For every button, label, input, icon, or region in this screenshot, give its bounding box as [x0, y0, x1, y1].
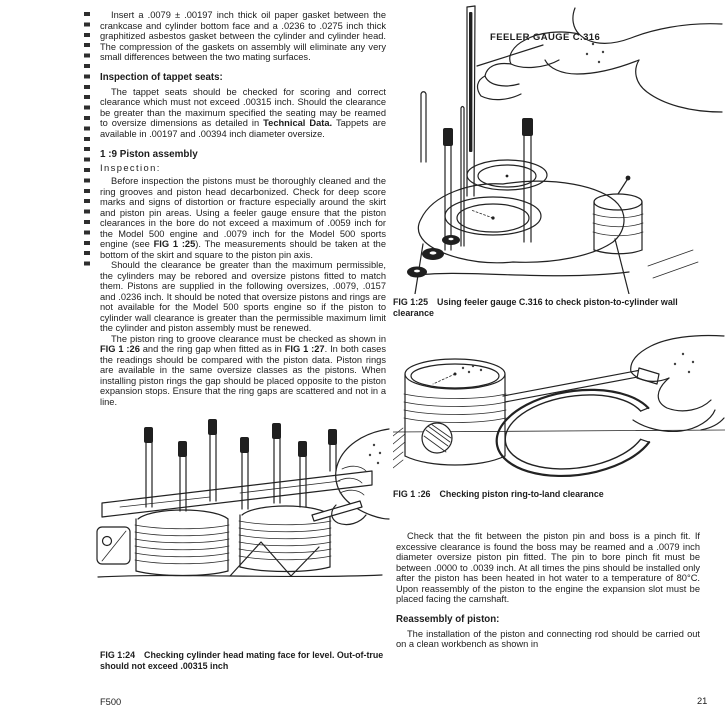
footer-doc-ref: F500 [100, 697, 122, 707]
piston [404, 359, 506, 465]
paragraph-pin-fit: Check that the fit between the piston pin and boss is a pinch fit. If excessive clearance is found the boss may be reamed and a .0079 inch diameter oversize piston pin fitted. The pin to bore pinch fit must be between .0000 to .0039 inch. At all times the pins should be installed only after the piston has been heated in hot water to a temperature of 80°C. Upon reassembly of the piston to the engine the expansion slot must be placed facing the camshaft. [396, 531, 700, 604]
feeler-gauge [467, 6, 475, 196]
fig-1-26-caption [393, 489, 693, 500]
shadow-hatch [393, 428, 405, 468]
scan-artifact-marks [84, 12, 90, 266]
paragraph-gasket: Insert a .0079 ± .00197 inch thick oil paper gasket between the crankcase and cylinder bottom face and a .0236 to .0275 inch thick graphitized asbestos gasket between the cylinder and cylinder head. The compression of the gaskets on assembly will eliminate any very small differences between the two mating surfaces. [100, 10, 386, 62]
piston-ring [491, 381, 656, 484]
hand-holding-gauge [631, 335, 724, 431]
paragraph-reassembly: The installation of the piston and connecting rod should be carried out on a clean workbench as shown in [396, 628, 700, 649]
block-studs [421, 92, 533, 250]
fig-1-26-illustration [393, 332, 725, 484]
finned-cylinder-left [135, 510, 229, 576]
paragraph-oversizes: Should the clearance be greater than the maximum permissible, the cylinders may be rebored and oversize pistons fitted to match them. Pistons are supplied in the following oversizes, .0079, .0157 and .0236 inch. It should be noted that oversize pistons and rings are not available for the Model 500 sports engine so if the piston to cylinder wall clearance is greater than the permissible maximum limit the cylinder and piston assembly must be renewed. [100, 260, 386, 333]
paragraph-ring-clearance [100, 334, 386, 408]
paragraph-inspection [100, 176, 386, 260]
fig-1-24-caption [100, 650, 388, 672]
left-column [100, 10, 386, 581]
fig-1-26-label: FIG 1 :26 [393, 489, 431, 499]
inline-text: The piston ring to groove clearance must be checked as shown in [111, 333, 386, 344]
fig-1-26-text: Checking piston ring-to-land clearance [439, 489, 604, 499]
subheading-inspection: Inspection: [100, 162, 161, 173]
fig-1-24-illustration [90, 411, 390, 581]
inline-text: Tappets are available in .00197 and .00394 inch diameter oversize. [100, 118, 387, 139]
inline-text: Before inspection the pistons must be thoroughly cleaned and the ring grooves and piston head decarbonized. Check for deep score marks and signs of distortion or fracture especially around the skirt and piston pin areas. Using a feeler gauge ensure that the piston clearances in the bore do not exceed a maximum of .0059 inch for the Model 500 engine and .0079 inch for the Model 500 sports engine (see [100, 176, 386, 249]
inline-text: . In both cases the readings should be compared with the piston data. Piston rings are available in the same oversize classes as the pistons. When installing piston rings the gap should be placed opposite to the piston expansion stops. Ensure that the ring gaps are scattered and not in a line. [100, 344, 386, 407]
inline-bold-ref: FIG 1 :26 [100, 344, 140, 354]
page-number: 21 [697, 696, 708, 706]
ring-feeler-gauge [503, 368, 659, 402]
fig-1-25-text: Using feeler gauge C.316 to check piston-to-cylinder wall clearance [393, 297, 678, 318]
inline-text: ). The measurements should be taken at the bottom of the skirt and square to the piston pin axis. [100, 239, 386, 260]
side-accessory [593, 176, 643, 254]
right-column [396, 531, 700, 650]
hand-on-gauge [478, 8, 722, 112]
feeler-gauge-label: FEELER GAUGE C.316 [490, 32, 601, 43]
inline-text: The tappet seats should be checked for scoring and correct clearance which must not exceed .00315 inch. Should the clearance be greater than the maximum specified the seating may be reamed to oversize dimensions as detailed in [100, 86, 386, 128]
heading-reassembly: Reassembly of piston: [396, 613, 500, 625]
inline-bold-ref: FIG 1 :27 [284, 344, 325, 354]
crankcase [407, 235, 698, 294]
heading-piston-assembly: 1 :9 Piston assembly [100, 149, 198, 160]
paragraph-tappet-seats [100, 87, 386, 140]
fig-1-24-text: Checking cylinder head mating face for level. Out-of-true should not exceed .00315 inch [100, 650, 384, 671]
inline-bold-ref: FIG 1 :25 [153, 239, 196, 249]
heading-tappet-seats: Inspection of tappet seats: [100, 71, 223, 83]
fig-1-25-caption [393, 297, 693, 319]
fig-1-25-label: FIG 1:25 [393, 297, 429, 307]
inline-bold-ref: Technical Data. [263, 118, 333, 128]
cylinder-block [418, 160, 624, 263]
figure-1-24 [90, 411, 386, 581]
fig-1-24-label: FIG 1:24 [100, 650, 136, 660]
fig-1-25-illustration [393, 4, 723, 294]
inline-text: and the ring gap when fitted as in [139, 344, 285, 354]
